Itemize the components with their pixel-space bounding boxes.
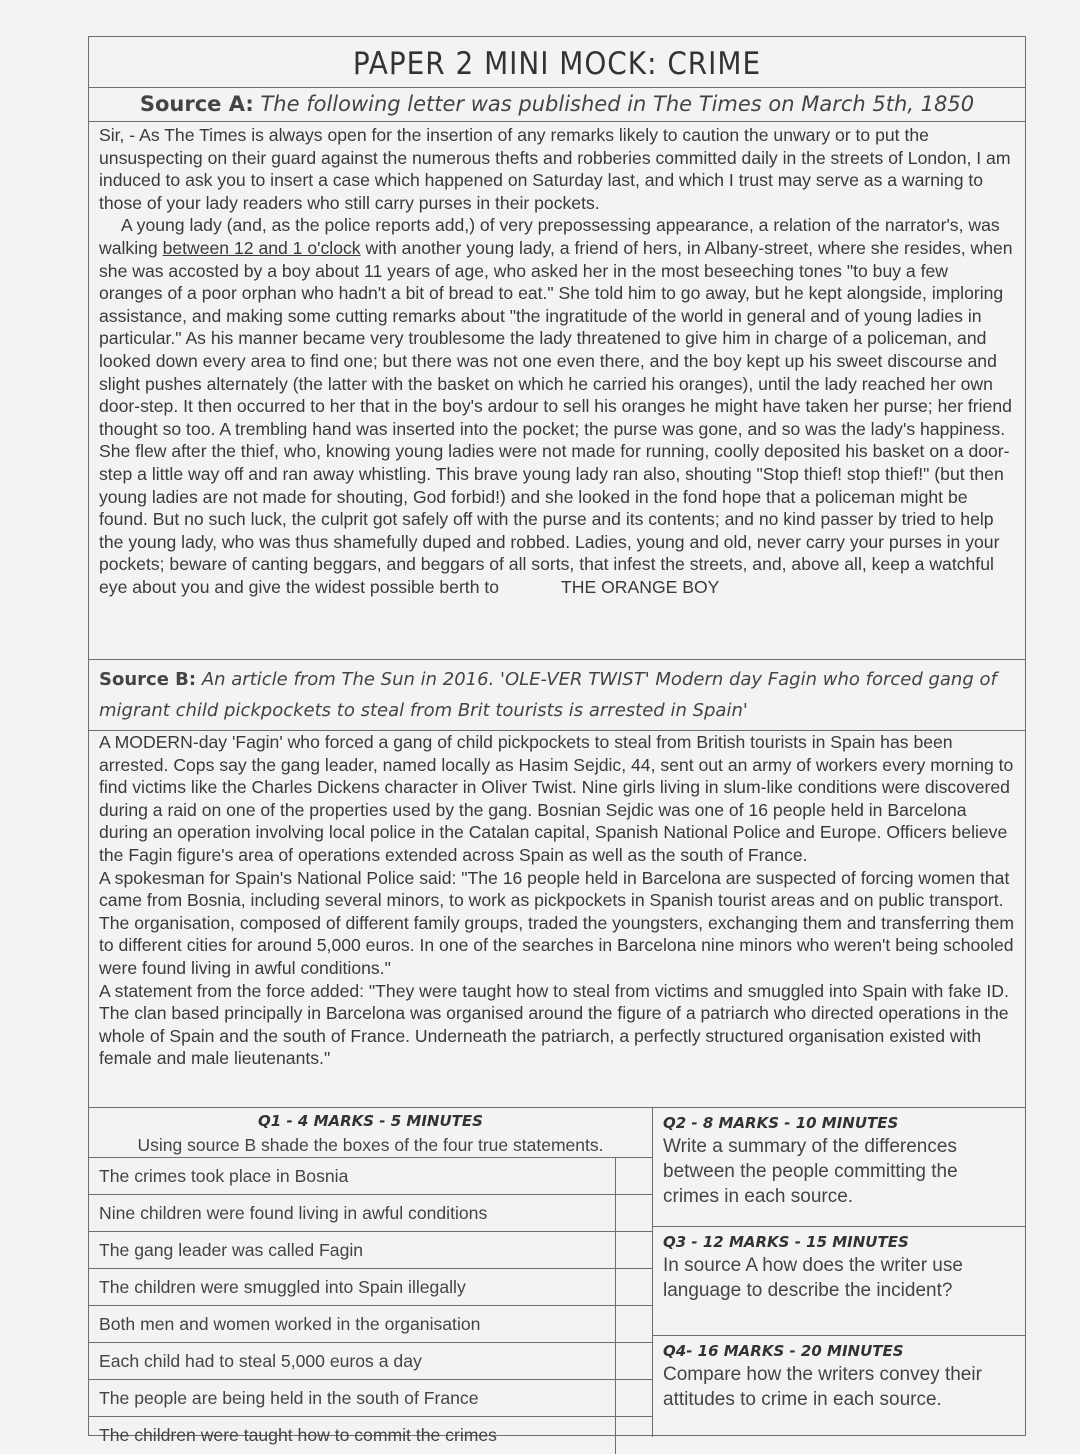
statement-row <box>89 1269 652 1306</box>
q2-box <box>653 1108 1025 1227</box>
statement-row <box>89 1417 652 1454</box>
source-a-text <box>99 124 1015 598</box>
statement-text: The children were smuggled into Spain illegally <box>89 1269 616 1305</box>
source-a-paragraph-2 <box>99 214 1015 598</box>
source-b-label: Source B: <box>99 669 197 690</box>
q3-text: In source A how does the writer use language to describe the incident? <box>663 1255 963 1301</box>
q4-box <box>653 1336 1025 1436</box>
source-a-underlined-time: between 12 and 1 o'clock <box>162 237 361 258</box>
q1-heading: Q1 - 4 MARKS - 5 MINUTES <box>258 1112 483 1130</box>
statement-text: Both men and women worked in the organisation <box>89 1306 616 1342</box>
source-b-description: An article from The Sun in 2016. 'OLE-VER TWIST' Modern day Fagin who forced gang of migrant child pickpockets to steal from Brit tourists is arrested in Spain' <box>99 669 997 721</box>
q4-heading: Q4- 16 MARKS - 20 MINUTES <box>663 1342 904 1360</box>
statement-row <box>89 1343 652 1380</box>
q1-instruction: Using source B shade the boxes of the four true statements. <box>89 1133 652 1158</box>
q2-text: Write a summary of the differences between the people committing the crimes in each source. <box>663 1136 958 1207</box>
statement-text: The crimes took place in Bosnia <box>89 1158 616 1194</box>
questions-section <box>89 1107 1025 1445</box>
q1-panel <box>89 1108 653 1445</box>
source-a-signoff: THE ORANGE BOY <box>561 576 720 597</box>
source-b-heading <box>89 659 1025 731</box>
statement-text: The gang leader was called Fagin <box>89 1232 616 1268</box>
q3-box <box>653 1227 1025 1336</box>
source-a-paragraph-1: Sir, - As The Times is always open for the insertion of any remarks likely to caution the unwary or to put the unsuspecting on their guard against the numerous thefts and robberies committed daily in the streets of London, I am induced to ask you to insert a case which happened on Saturday last, and which I trust may serve as a warning to those of your lady readers who still carry purses in their pockets. <box>99 125 1011 213</box>
shade-box[interactable] <box>616 1306 652 1342</box>
shade-box[interactable] <box>616 1380 652 1416</box>
statement-row <box>89 1306 652 1343</box>
worksheet <box>88 36 1026 1445</box>
page-title: PAPER 2 MINI MOCK: CRIME <box>89 37 1025 88</box>
statement-list <box>89 1158 652 1454</box>
statement-row <box>89 1195 652 1232</box>
statement-text: The people are being held in the south of France <box>89 1380 616 1416</box>
statement-row <box>89 1232 652 1269</box>
source-a-p2-rest: with another young lady, a friend of hers, in Albany-street, where she resides, when she was accosted by a boy about 11 years of age, who asked her in the most beseeching tones "to buy a few oranges of a poor orphan who hadn't a bit of bread to eat." She told him to go away, but he kept alongside, imploring assistance, and making some cutting remarks about "the ingratitude of the world in general and of young ladies in particular." As his manner became very troublesome the lady threatened to give him in charge of a policeman, and looked down every area to find one; but there was not one even there, and the boy kept up his sweet discourse and slight pushes alternately (the latter with the basket on which he carried his oranges), until the lady reached her own door-step. It then occurred to her that in the boy's ardour to sell his oranges he might have taken her purse; her friend thought so too. A trembling hand was inserted into the pocket; the purse was gone, and so was the lady's happiness. She flew after the thief, who, knowing young ladies were not made for running, coolly deposited his basket on a door-step a little way off and ran away whistling. This brave young lady ran also, shouting "Stop thief! stop thief!" (but then young ladies are not made for shouting, God forbid!) and she looked in the fond hope that a policeman might be found. But no such luck, the culprit got safely off with the purse and its contents; and no kind passer by tried to help the young lady, who was thus shamefully duped and robbed. Ladies, young and old, never carry your purses in your pockets; beware of canting beggars, and beggars of all sorts, that infest the streets, and, above all, keep a watchful eye about you and give the widest possible berth to <box>99 237 1013 597</box>
statement-row <box>89 1380 652 1417</box>
statement-text: The children were taught how to commit the crimes <box>89 1417 616 1454</box>
source-b-paragraph-1: A MODERN-day 'Fagin' who forced a gang of child pickpockets to steal from British tourists in Spain has been arrested. Cops say the gang leader, named locally as Hasim Sejdic, 44, sent out an army of workers every morning to find victims like the Charles Dickens character in Oliver Twist. Nine girls living in slum-like conditions were discovered during a raid on one of the properties used by the gang. Bosnian Sejdic was one of 16 people held in Barcelona during an operation involving local police in the Catalan capital, Spanish National Police and Europe. Officers believe the Fagin figure's area of operations extended across Spain as well as the south of France. <box>99 732 1014 865</box>
source-b-paragraph-3: A statement from the force added: "They were taught how to steal from victims and smuggled into Spain with fake ID. The clan based principally in Barcelona was organised around the figure of a patriarch who directed operations in the whole of Spain and the south of France. Underneath the patriarch, a perfectly structured organisation existed with female and male lieutenants." <box>99 980 1009 1069</box>
source-a-p2-start: A young lady (and, as the police reports add,) of very prepossessing appearance, a relation of the narrator's, was walking <box>99 215 1000 258</box>
questions-panel <box>653 1108 1025 1437</box>
q4-text: Compare how the writers convey their attitudes to crime in each source. <box>663 1364 982 1410</box>
statement-text: Each child had to steal 5,000 euros a day <box>89 1343 616 1379</box>
shade-box[interactable] <box>616 1343 652 1379</box>
q3-heading: Q3 - 12 MARKS - 15 MINUTES <box>663 1233 909 1251</box>
shade-box[interactable] <box>616 1195 652 1231</box>
shade-box[interactable] <box>616 1269 652 1305</box>
source-b-text <box>99 731 1015 1070</box>
q2-heading: Q2 - 8 MARKS - 10 MINUTES <box>663 1114 899 1132</box>
statement-text: Nine children were found living in awful conditions <box>89 1195 616 1231</box>
shade-box[interactable] <box>616 1158 652 1194</box>
source-a-label: Source A: <box>139 92 254 116</box>
source-a-description: The following letter was published in The Times on March 5th, 1850 <box>260 92 975 116</box>
shade-box[interactable] <box>616 1232 652 1268</box>
source-b-paragraph-2: A spokesman for Spain's National Police said: "The 16 people held in Barcelona are suspected of forcing women that came from Bosnia, including several minors, to work as pickpockets in Spanish tourist areas and on public transport. The organisation, composed of different family groups, traded the youngsters, exchanging them and transferring them to different cities for around 5,000 euros. In one of the searches in Barcelona nine minors who weren't being schooled were found living in awful conditions." <box>99 867 1015 978</box>
shade-box[interactable] <box>616 1417 652 1454</box>
source-a-heading <box>89 87 1025 122</box>
statement-row <box>89 1158 652 1195</box>
